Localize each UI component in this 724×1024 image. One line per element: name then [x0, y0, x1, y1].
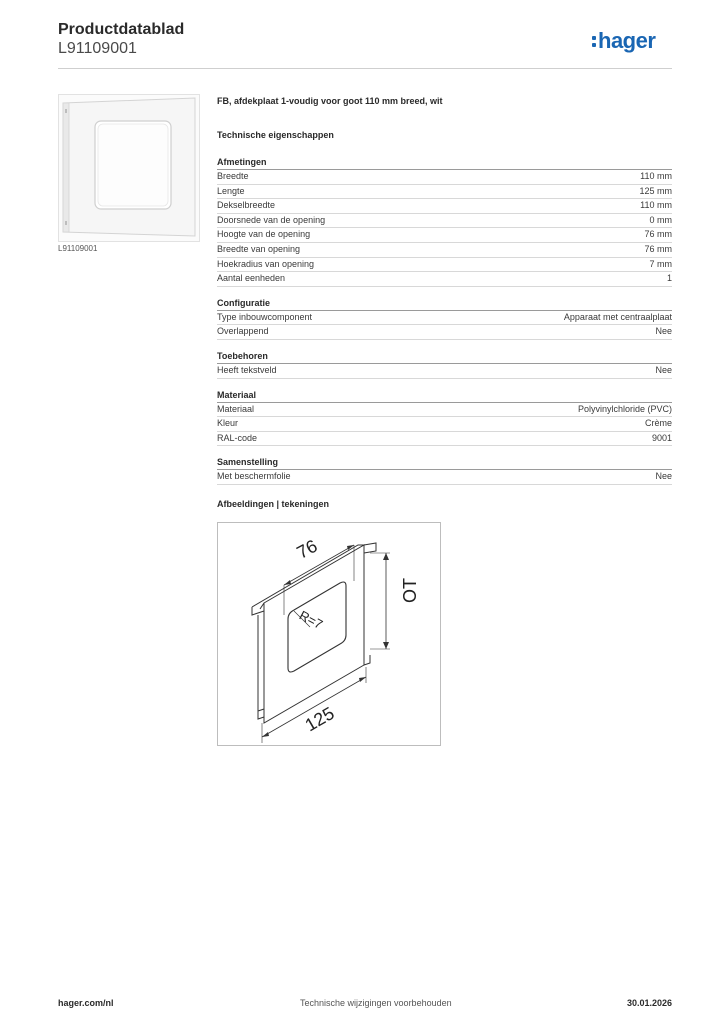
spec-label: Breedte	[217, 171, 249, 181]
footer-disclaimer: Technische wijzigingen voorbehouden	[300, 998, 452, 1008]
spec-label: Hoogte van de opening	[217, 229, 311, 240]
spec-row	[217, 311, 672, 326]
header-divider	[58, 68, 672, 69]
spec-row	[217, 170, 672, 185]
image-caption: L91109001	[58, 244, 98, 253]
spec-label: RAL-code	[217, 432, 258, 443]
section-samenstelling	[217, 456, 672, 485]
spec-value: 9001	[651, 432, 672, 443]
spec-row	[217, 228, 672, 243]
section-title: Materiaal	[217, 389, 672, 403]
spec-label: Type inbouwcomponent	[217, 311, 313, 322]
cover-plate-icon	[59, 95, 199, 241]
product-code: L91109001	[58, 40, 137, 57]
spec-row	[217, 417, 672, 432]
images-heading: Afbeeldingen | tekeningen	[217, 498, 330, 509]
section-title: Toebehoren	[217, 350, 672, 364]
spec-value: 76 mm	[644, 229, 672, 240]
drawing-radius-label: R=7	[296, 607, 326, 633]
section-afmetingen	[217, 156, 672, 287]
footer-date: 30.01.2026	[626, 998, 672, 1008]
spec-row	[217, 199, 672, 214]
spec-label: Aantal eenheden	[217, 273, 286, 284]
spec-label: Breedte van opening	[217, 243, 301, 254]
drawing-length-label: 125	[301, 703, 338, 736]
spec-label: Doorsnede van de opening	[217, 214, 326, 225]
spec-value: Nee	[655, 364, 672, 375]
spec-row	[217, 214, 672, 229]
drawing-height-label: OT	[400, 578, 420, 603]
tech-heading: Technische eigenschappen	[217, 130, 334, 140]
spec-row	[217, 325, 672, 340]
section-configuratie	[217, 297, 672, 340]
spec-label: Materiaal	[217, 403, 255, 414]
spec-row	[217, 403, 672, 418]
spec-label: Heeft tekstveld	[217, 364, 277, 375]
spec-value: 125 mm	[639, 185, 672, 196]
product-image	[58, 94, 200, 242]
spec-value: 7 mm	[649, 258, 672, 269]
spec-value: 110 mm	[640, 171, 672, 181]
page-title: Productdatablad	[58, 21, 185, 38]
section-toebehoren	[217, 350, 672, 379]
spec-label: Hoekradius van opening	[217, 258, 315, 269]
spec-label: Lengte	[217, 185, 245, 196]
spec-value: 110 mm	[640, 200, 672, 211]
spec-row	[217, 243, 672, 258]
technical-drawing	[217, 522, 441, 746]
cover-plate-drawing-icon	[218, 523, 440, 745]
spec-row	[217, 470, 672, 485]
spec-value: Nee	[655, 471, 672, 482]
logo-dots-icon	[592, 34, 596, 48]
drawing-width-label: 76	[293, 535, 321, 563]
spec-row	[217, 272, 672, 287]
spec-value: Polyvinylchloride (PVC)	[577, 403, 672, 414]
section-title: Afmetingen	[217, 156, 672, 170]
spec-row	[217, 364, 672, 379]
footer-website: hager.com/nl	[58, 998, 114, 1008]
spec-content	[217, 96, 672, 509]
spec-label: Met beschermfolie	[217, 471, 291, 482]
spec-value: 1	[666, 273, 672, 284]
spec-label: Kleur	[217, 418, 239, 429]
spec-value: 0 mm	[649, 214, 672, 225]
spec-row	[217, 185, 672, 200]
spec-label: Dekselbreedte	[217, 200, 276, 211]
spec-row	[217, 258, 672, 273]
spec-value: 76 mm	[644, 243, 672, 254]
brand-logo	[592, 28, 655, 54]
section-title: Samenstelling	[217, 456, 672, 470]
spec-row	[217, 432, 672, 447]
section-materiaal	[217, 389, 672, 447]
product-description: FB, afdekplaat 1-voudig voor goot 110 mm breed, wit	[217, 96, 443, 106]
spec-label: Overlappend	[217, 326, 269, 337]
brand-name: hager	[598, 28, 656, 53]
spec-value: Apparaat met centraalplaat	[563, 311, 672, 322]
section-title: Configuratie	[217, 297, 672, 311]
spec-value: Nee	[655, 326, 672, 337]
spec-value: Crème	[644, 418, 672, 429]
